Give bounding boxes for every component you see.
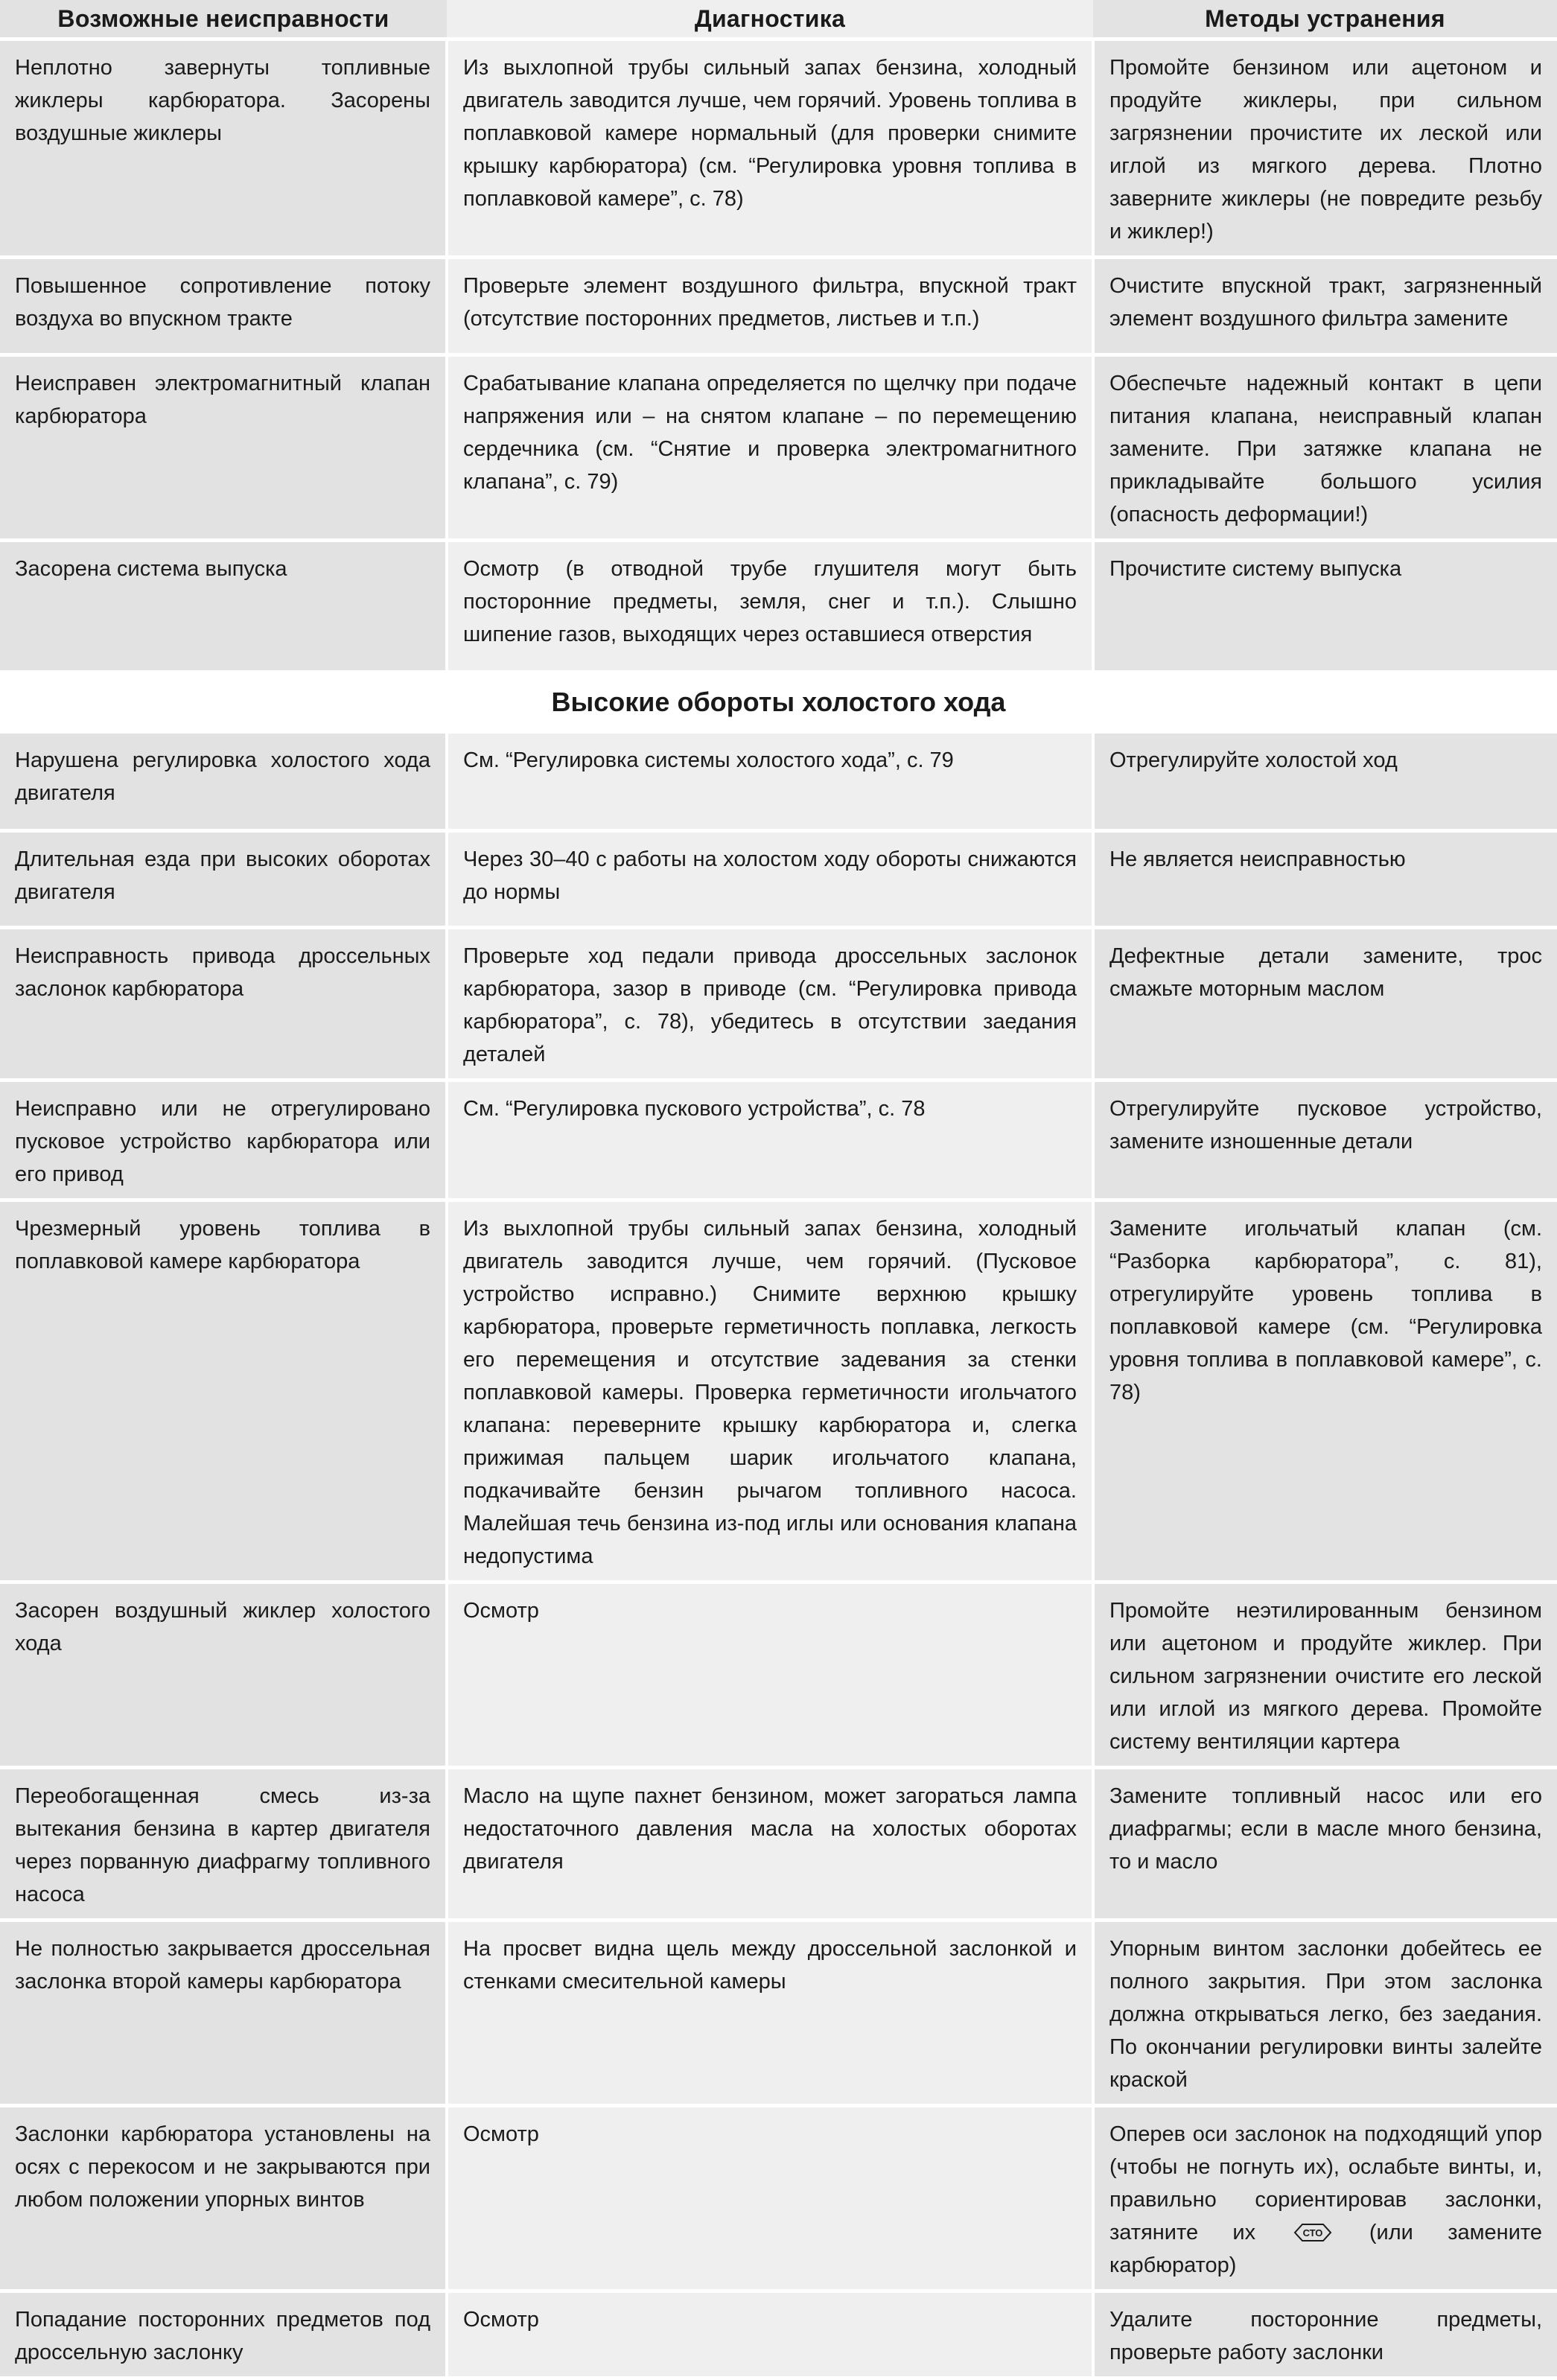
table-row: [0, 928, 1557, 1081]
remedy-cell: [1093, 2106, 1557, 2291]
table-row: [0, 831, 1557, 928]
remedy-cell: Отрегулируйте пусковое устройство, замените изношенные детали: [1093, 1081, 1557, 1200]
section-row: [0, 672, 1557, 732]
section-title: Высокие обороты холостого хода: [0, 672, 1557, 732]
table-row: [0, 732, 1557, 831]
table-row: [0, 39, 1557, 258]
diagnosis-cell: Масло на щупе пахнет бензином, может загораться лампа недостаточного давления масла на холостых оборотах двигателя: [447, 1768, 1093, 1921]
remedy-cell: Упорным винтом заслонки добейтесь ее полного закрытия. При этом заслонка должна открываться легко, без заедания. По окончании регулировки винты залейте краской: [1093, 1921, 1557, 2106]
diagnosis-cell: Из выхлопной трубы сильный запах бензина, холодный двигатель заводится лучше, чем горячий. Уровень топлива в поплавковой камере нормальный (для проверки снимите крышку карбюратора) (см. “Регулировка уровня топлива в поплавковой камере”, с. 78): [447, 39, 1093, 258]
diagnosis-cell: Осмотр: [447, 1582, 1093, 1768]
diagnosis-cell: Осмотр: [447, 2291, 1093, 2379]
remedy-cell: Замените игольчатый клапан (см. “Разборка карбюратора”, с. 81), отрегулируйте уровень топлива в поплавковой камере (см. “Регулировка уровня топлива в поплавковой камере”, с. 78): [1093, 1200, 1557, 1582]
remedy-cell: Обеспечьте надежный контакт в цепи питания клапана, неисправный клапан замените. При затяжке клапана не прикладывайте большого усилия (опасность деформации!): [1093, 355, 1557, 541]
remedy-cell: Удалите посторонние предметы, проверьте работу заслонки: [1093, 2291, 1557, 2379]
table-row: [0, 1081, 1557, 1200]
table-header-row: [0, 0, 1557, 39]
table-row: [0, 355, 1557, 541]
table-row: [0, 1200, 1557, 1582]
diagnosis-cell: Осмотр: [447, 2106, 1093, 2291]
fault-cell: Засорен воздушный жиклер холостого хода: [0, 1582, 447, 1768]
fault-cell: Не полностью закрывается дроссельная заслонка второй камеры карбюратора: [0, 1921, 447, 2106]
remedy-text-after: (или замените карбюратор): [1109, 2221, 1542, 2277]
fault-cell: Переобогащенная смесь из-за вытекания бензина в картер двигателя через порванную диафрагму топливного насоса: [0, 1768, 447, 1921]
fault-cell: Повышенное сопротивление потоку воздуха во впускном тракте: [0, 258, 447, 355]
fault-cell: Неисправен электромагнитный клапан карбюратора: [0, 355, 447, 541]
table-row: [0, 258, 1557, 355]
diagnosis-cell: См. “Регулировка пускового устройства”, с. 78: [447, 1081, 1093, 1200]
diagnosis-cell: Срабатывание клапана определяется по щелчку при подаче напряжения или – на снятом клапане – по перемещению сердечника (см. “Снятие и проверка электромагнитного клапана”, с. 79): [447, 355, 1093, 541]
remedy-cell: Очистите впускной тракт, загрязненный элемент воздушного фильтра замените: [1093, 258, 1557, 355]
diagnosis-cell: Осмотр (в отводной трубе глушителя могут быть посторонние предметы, земля, снег и т.п.). Слышно шипение газов, выходящих через оставшиеся отверстия: [447, 541, 1093, 672]
remedy-text: Оперев оси заслонок на подходящий упор (чтобы не погнуть их), ослабьте винты, и, правильно сориентировав заслонки, затяните их: [1109, 2122, 1542, 2244]
fault-cell: Неисправно или не отрегулировано пусковое устройство карбюратора или его привод: [0, 1081, 447, 1200]
fault-cell: Чрезмерный уровень топлива в поплавковой камере карбюратора: [0, 1200, 447, 1582]
service-station-icon-label: СТО: [1302, 2227, 1322, 2239]
diagnosis-cell: Через 30–40 с работы на холостом ходу обороты снижаются до нормы: [447, 831, 1093, 928]
remedy-cell: Не является неисправностью: [1093, 831, 1557, 928]
fault-cell: Неплотно завернуты топливные жиклеры карбюратора. Засорены воздушные жиклеры: [0, 39, 447, 258]
fault-cell: Нарушена регулировка холостого хода двигателя: [0, 732, 447, 831]
fault-cell: Попадание посторонних предметов под дроссельную заслонку: [0, 2291, 447, 2379]
fault-cell: Засорена система выпуска: [0, 541, 447, 672]
diagnosis-cell: Из выхлопной трубы сильный запах бензина, холодный двигатель заводится лучше, чем горячий. (Пусковое устройство исправно.) Снимите верхнюю крышку карбюратора, проверьте герметичность поплавка, легкость его перемещения и отсутствие задевания за стенки поплавковой камеры. Проверка герметичности игольчатого клапана: переверните крышку карбюратора и, слегка прижимая пальцем шарик игольчатого клапана, подкачивайте бензин рычагом топливного насоса. Малейшая течь бензина из-под иглы или основания клапана недопустима: [447, 1200, 1093, 1582]
remedy-cell: Дефектные детали замените, трос смажьте моторным маслом: [1093, 928, 1557, 1081]
fault-cell: Неисправность привода дроссельных заслонок карбюратора: [0, 928, 447, 1081]
table-row: [0, 1921, 1557, 2106]
diagnosis-cell: Проверьте ход педали привода дроссельных заслонок карбюратора, зазор в приводе (см. “Регулировка привода карбюратора”, с. 78), убедитесь в отсутствии заедания деталей: [447, 928, 1093, 1081]
table-row: [0, 1768, 1557, 1921]
remedy-cell: Отрегулируйте холостой ход: [1093, 732, 1557, 831]
service-station-icon: [1293, 2223, 1332, 2242]
diagnosis-cell: Проверьте элемент воздушного фильтра, впускной тракт (отсутствие посторонних предметов, листьев и т.п.): [447, 258, 1093, 355]
remedy-cell: Замените топливный насос или его диафрагмы; если в масле много бензина, то и масло: [1093, 1768, 1557, 1921]
fault-cell: Заслонки карбюратора установлены на осях с перекосом и не закрываются при любом положении упорных винтов: [0, 2106, 447, 2291]
header-faults: Возможные неисправности: [0, 0, 447, 39]
remedy-cell: Промойте неэтилированным бензином или ацетоном и продуйте жиклер. При сильном загрязнении очистите его леской или иглой из мягкого дерева. Промойте систему вентиляции картера: [1093, 1582, 1557, 1768]
table-row: [0, 2291, 1557, 2379]
remedy-cell: Прочистите систему выпуска: [1093, 541, 1557, 672]
table-row: [0, 541, 1557, 672]
header-diagnosis: Диагностика: [447, 0, 1093, 39]
table-row: [0, 2106, 1557, 2291]
table-row: [0, 1582, 1557, 1768]
remedy-cell: Промойте бензином или ацетоном и продуйте жиклеры, при сильном загрязнении прочистите их леской или иглой из мягкого дерева. Плотно заверните жиклеры (не повредите резьбу и жиклер!): [1093, 39, 1557, 258]
diagnosis-cell: См. “Регулировка системы холостого хода”, с. 79: [447, 732, 1093, 831]
diagnosis-cell: На просвет видна щель между дроссельной заслонкой и стенками смесительной камеры: [447, 1921, 1093, 2106]
fault-cell: Длительная езда при высоких оборотах двигателя: [0, 831, 447, 928]
header-remedies: Методы устранения: [1093, 0, 1557, 39]
